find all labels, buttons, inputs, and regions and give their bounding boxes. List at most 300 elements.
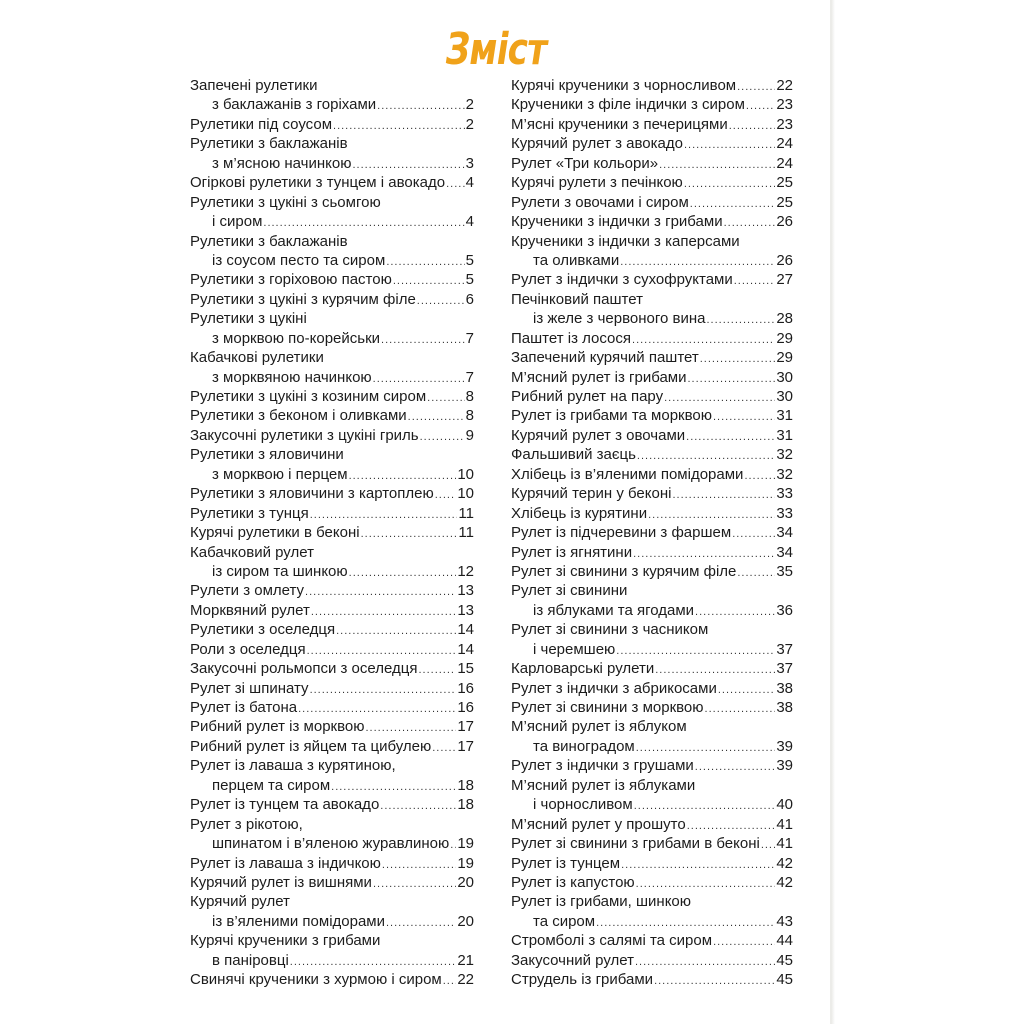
toc-entry-title: та оливками bbox=[533, 251, 620, 269]
toc-entry-title: Курячі крученики з чорносливом bbox=[511, 77, 737, 94]
dot-leader bbox=[688, 370, 776, 389]
toc-entry bbox=[511, 309, 793, 328]
toc-column-left bbox=[190, 76, 474, 990]
toc-page-number: 8 bbox=[465, 388, 474, 405]
toc-page-number: 26 bbox=[776, 251, 793, 269]
toc-entry-title: з баклажанів з горіхами bbox=[212, 96, 377, 114]
toc-entry bbox=[511, 562, 793, 581]
toc-page-number: 42 bbox=[776, 873, 793, 891]
dot-leader bbox=[734, 272, 776, 291]
toc-entry bbox=[511, 368, 793, 387]
toc-page-number: 25 bbox=[776, 193, 793, 211]
dot-leader bbox=[418, 661, 456, 680]
toc-entry-title: Рулет з індички з сухофруктами bbox=[511, 271, 733, 289]
toc-entry bbox=[190, 154, 474, 173]
toc-page-number: 9 bbox=[465, 426, 474, 444]
dot-leader bbox=[435, 486, 457, 505]
toc-entry-title: із сиром та шинкою bbox=[212, 562, 348, 580]
toc-entry bbox=[511, 95, 793, 114]
dot-leader bbox=[417, 292, 465, 311]
toc-entry-title: Курячі рулети з печінкою bbox=[511, 174, 683, 192]
toc-page-number: 23 bbox=[776, 96, 793, 114]
toc-entry-title: Рулетики з беконом і оливками bbox=[190, 407, 407, 425]
toc-entry bbox=[511, 912, 793, 931]
toc-entry bbox=[190, 504, 474, 523]
toc-entry-title: Курячі крученики з грибами bbox=[190, 932, 381, 950]
toc-entry-title: з морквою і перцем bbox=[212, 465, 348, 483]
dot-leader bbox=[380, 797, 456, 816]
dot-leader bbox=[310, 681, 457, 700]
toc-entry bbox=[511, 756, 793, 775]
toc-entry bbox=[190, 912, 474, 931]
toc-page-number: 24 bbox=[776, 135, 793, 153]
toc-entry-title: із яблуками та ягодами bbox=[533, 601, 695, 619]
toc-entry bbox=[190, 95, 474, 114]
dot-leader bbox=[684, 136, 775, 155]
toc-page-number: 11 bbox=[458, 524, 474, 542]
toc-entry-title: М’ясний рулет із грибами bbox=[511, 368, 687, 386]
toc-entry-title: Рулет із ягнятини bbox=[511, 543, 633, 561]
toc-entry-title: Рулет зі шпинату bbox=[190, 679, 309, 697]
dot-leader bbox=[686, 428, 775, 447]
toc-entry-title: Кабачковий рулет bbox=[190, 543, 314, 561]
toc-entry bbox=[190, 698, 474, 717]
toc-entry bbox=[511, 698, 793, 717]
dot-leader bbox=[432, 739, 456, 758]
toc-entry-title: Рулет із тунцем та авокадо bbox=[190, 796, 380, 814]
toc-entry-title: Рулетики з горіховою пастою bbox=[190, 271, 392, 289]
toc-entry bbox=[511, 834, 793, 853]
dot-leader bbox=[713, 933, 775, 952]
toc-entry-title: і черемшею bbox=[533, 640, 616, 658]
toc-entry-title: М’ясний рулет у прошуто bbox=[511, 815, 686, 833]
toc-page-number: 5 bbox=[465, 251, 474, 269]
toc-entry-heading bbox=[511, 290, 793, 309]
toc-entry bbox=[190, 465, 474, 484]
toc-entry-title: Печінковий паштет bbox=[511, 290, 643, 308]
toc-page-number: 2 bbox=[465, 115, 474, 133]
toc-entry bbox=[190, 951, 474, 970]
toc-entry bbox=[511, 504, 793, 523]
dot-leader bbox=[427, 389, 464, 408]
toc-page-number: 22 bbox=[776, 77, 793, 94]
toc-entry bbox=[511, 348, 793, 367]
toc-entry bbox=[190, 795, 474, 814]
toc-entry-title: Рулет зі свинини з курячим філе bbox=[511, 562, 737, 580]
toc-page-number: 29 bbox=[776, 329, 793, 347]
toc-entry-title: Рулет із батона bbox=[190, 699, 298, 716]
toc-page-number: 42 bbox=[776, 854, 793, 872]
toc-page-number: 28 bbox=[776, 310, 793, 328]
page-title: Зміст bbox=[445, 24, 547, 75]
toc-entry bbox=[511, 970, 793, 989]
toc-page-number: 8 bbox=[465, 407, 474, 425]
toc-entry bbox=[511, 251, 793, 270]
toc-entry-title: Рулет із лаваша з курятиною, bbox=[190, 757, 396, 775]
toc-entry-title: Кабачкові рулетики bbox=[190, 349, 324, 367]
toc-page-number: 19 bbox=[457, 835, 474, 853]
toc-entry-title: і чорносливом bbox=[533, 796, 633, 814]
toc-page-number: 34 bbox=[776, 524, 793, 542]
toc-entry-title: Рулет із грибами та морквою bbox=[511, 407, 712, 425]
toc-entry-title: Рулет зі свинини з морквою bbox=[511, 699, 704, 716]
toc-entry-title: шпинатом і в’яленою журавлиною bbox=[212, 835, 450, 853]
toc-page-number: 6 bbox=[465, 290, 474, 308]
toc-entry bbox=[511, 445, 793, 464]
dot-leader bbox=[336, 622, 456, 641]
toc-page-number: 41 bbox=[776, 815, 793, 833]
toc-entry-title: Рулет зі свинини bbox=[511, 582, 628, 600]
dot-leader bbox=[654, 972, 775, 991]
toc-entry bbox=[511, 679, 793, 698]
toc-entry bbox=[511, 329, 793, 348]
toc-entry bbox=[511, 951, 793, 970]
dot-leader bbox=[450, 836, 456, 855]
dot-leader bbox=[373, 875, 456, 894]
toc-entry-title: Рулет із грибами, шинкою bbox=[511, 893, 692, 911]
toc-entry-title: Рулет із лаваша з індичкою bbox=[190, 854, 381, 872]
toc-entry-heading bbox=[190, 193, 474, 212]
toc-entry bbox=[190, 620, 474, 639]
toc-page-number: 33 bbox=[776, 485, 793, 503]
toc-page-number: 45 bbox=[776, 951, 793, 969]
dot-leader bbox=[746, 97, 775, 116]
toc-entry bbox=[190, 290, 474, 309]
toc-entry bbox=[190, 270, 474, 289]
toc-entry-heading bbox=[190, 134, 474, 153]
toc-entry bbox=[511, 854, 793, 873]
toc-entry bbox=[511, 406, 793, 425]
toc-entry bbox=[511, 115, 793, 134]
toc-entry bbox=[511, 523, 793, 542]
toc-entry-title: Рулетики з оселедця bbox=[190, 621, 336, 639]
toc-entry-title: Крученики з індички з каперсами bbox=[511, 232, 740, 250]
toc-entry-title: Рулетики з цукіні з козиним сиром bbox=[190, 388, 427, 405]
toc-entry bbox=[190, 212, 474, 231]
toc-entry-heading bbox=[190, 892, 474, 911]
toc-page-number: 4 bbox=[465, 174, 474, 192]
toc-page-number: 22 bbox=[457, 971, 474, 989]
toc-entry-heading bbox=[511, 620, 793, 639]
toc-entry-title: із в’яленими помідорами bbox=[212, 912, 385, 930]
toc-page-number: 17 bbox=[457, 718, 474, 736]
toc-entry bbox=[190, 562, 474, 581]
toc-entry-title: і сиром bbox=[212, 213, 263, 231]
toc-page-number: 18 bbox=[457, 776, 474, 794]
dot-leader bbox=[744, 467, 775, 486]
dot-leader bbox=[706, 311, 775, 330]
toc-page-number: 2 bbox=[465, 96, 474, 114]
toc-entry-heading bbox=[511, 717, 793, 736]
dot-leader bbox=[684, 175, 776, 194]
toc-entry-heading bbox=[511, 581, 793, 600]
dot-leader bbox=[761, 836, 776, 855]
toc-page-number: 3 bbox=[465, 154, 474, 172]
toc-entry bbox=[190, 581, 474, 600]
toc-entry bbox=[511, 815, 793, 834]
toc-entry bbox=[511, 931, 793, 950]
toc-entry bbox=[190, 776, 474, 795]
dot-leader bbox=[349, 564, 457, 583]
toc-page-number: 20 bbox=[457, 873, 474, 891]
toc-entry-title: перцем та сиром bbox=[212, 776, 331, 794]
toc-page-number: 35 bbox=[776, 562, 793, 580]
toc-entry-title: Рулетики з баклажанів bbox=[190, 135, 348, 153]
toc-entry-title: М’ясні крученики з печерицями bbox=[511, 115, 728, 133]
toc-entry-title: Карловарські рулети bbox=[511, 660, 655, 678]
toc-entry-title: з морквяною начинкою bbox=[212, 368, 372, 386]
toc-page-number: 39 bbox=[776, 757, 793, 775]
dot-leader bbox=[361, 525, 458, 544]
toc-page-number: 12 bbox=[457, 562, 474, 580]
toc-entry-title: Курячий рулет із вишнями bbox=[190, 873, 372, 891]
toc-entry bbox=[511, 795, 793, 814]
toc-page-number: 15 bbox=[457, 660, 474, 678]
toc-entry bbox=[511, 154, 793, 173]
toc-entry-heading bbox=[190, 815, 474, 834]
toc-entry-title: Рулетики з тунця bbox=[190, 504, 309, 522]
toc-entry-title: Паштет із лосося bbox=[511, 329, 632, 347]
dot-leader bbox=[381, 331, 465, 350]
toc-entry bbox=[511, 193, 793, 212]
toc-entry-title: М’ясний рулет із яблуками bbox=[511, 776, 696, 794]
toc-page-number: 45 bbox=[776, 971, 793, 989]
dot-leader bbox=[420, 428, 465, 447]
toc-entry-title: Хлібець із в’яленими помідорами bbox=[511, 465, 744, 483]
dot-leader bbox=[443, 972, 457, 991]
toc-entry bbox=[511, 873, 793, 892]
toc-entry-title: Рулети з омлету bbox=[190, 582, 305, 600]
toc-entry-title: Рулетики з баклажанів bbox=[190, 232, 348, 250]
toc-entry bbox=[511, 659, 793, 678]
toc-entry-heading bbox=[190, 543, 474, 562]
toc-page-number: 32 bbox=[776, 446, 793, 464]
toc-entry-title: в паніровці bbox=[212, 951, 289, 969]
toc-entry-title: Рулетики з цукіні bbox=[190, 310, 307, 328]
toc-entry-title: Рулет з рікотою, bbox=[190, 815, 303, 833]
dot-leader bbox=[621, 856, 775, 875]
toc-entry-title: Струдель із грибами bbox=[511, 971, 654, 989]
toc-page-number: 14 bbox=[457, 640, 474, 658]
toc-entry bbox=[511, 426, 793, 445]
toc-page-number: 10 bbox=[457, 485, 474, 503]
toc-entry-title: Рулет із капустою bbox=[511, 873, 635, 891]
toc-entry bbox=[190, 970, 474, 989]
toc-page-number: 24 bbox=[776, 154, 793, 172]
toc-entry-title: з морквою по-корейськи bbox=[212, 329, 381, 347]
toc-entry-title: Рулет із підчеревини з фаршем bbox=[511, 524, 732, 542]
toc-entry bbox=[190, 251, 474, 270]
toc-page-number: 32 bbox=[776, 465, 793, 483]
dot-leader bbox=[695, 758, 776, 777]
page-edge bbox=[829, 0, 1024, 1024]
toc-entry-title: Рулетики з цукіні з курячим філе bbox=[190, 290, 416, 308]
toc-page-number: 13 bbox=[457, 582, 474, 600]
toc-entry bbox=[190, 854, 474, 873]
toc-entry-title: та виноградом bbox=[533, 737, 635, 755]
toc-page-number: 25 bbox=[776, 174, 793, 192]
toc-entry-heading bbox=[190, 931, 474, 950]
toc-entry bbox=[511, 543, 793, 562]
toc-entry bbox=[190, 717, 474, 736]
toc-entry-heading bbox=[511, 776, 793, 795]
toc-entry-heading bbox=[511, 232, 793, 251]
toc-page-number: 5 bbox=[465, 271, 474, 289]
dot-leader bbox=[635, 953, 775, 972]
toc-entry-title: Рулет із тунцем bbox=[511, 854, 621, 872]
toc-entry-title: та сиром bbox=[533, 912, 596, 930]
toc-page-number: 14 bbox=[457, 621, 474, 639]
toc-page-number: 36 bbox=[776, 601, 793, 619]
toc-page-number: 29 bbox=[776, 349, 793, 367]
toc-entry bbox=[190, 329, 474, 348]
toc-entry-title: Стромболі з салямі та сиром bbox=[511, 932, 713, 950]
toc-page-number: 19 bbox=[457, 854, 474, 872]
toc-entry bbox=[190, 679, 474, 698]
toc-entry bbox=[511, 387, 793, 406]
toc-page-number: 20 bbox=[457, 912, 474, 930]
toc-entry bbox=[190, 601, 474, 620]
toc-page-number: 7 bbox=[465, 368, 474, 386]
toc-entry-title: Запечений курячий паштет bbox=[511, 349, 699, 367]
toc-entry-title: М’ясний рулет із яблуком bbox=[511, 718, 687, 736]
toc-entry bbox=[511, 134, 793, 153]
toc-entry bbox=[190, 406, 474, 425]
toc-entry-heading bbox=[190, 445, 474, 464]
toc-entry-title: Рулет зі свинини з грибами в беконі bbox=[511, 835, 760, 853]
toc-entry bbox=[190, 640, 474, 659]
toc-entry-title: Рибний рулет із яйцем та цибулею bbox=[190, 737, 432, 755]
toc-entry bbox=[190, 484, 474, 503]
toc-page-number: 11 bbox=[458, 504, 474, 522]
toc-entry-heading bbox=[190, 76, 474, 95]
toc-entry-title: Рулет «Три кольори» bbox=[511, 154, 659, 172]
toc-entry-title: Закусочний рулет bbox=[511, 951, 634, 969]
toc-entry-title: Рулетики під соусом bbox=[190, 115, 333, 133]
toc-entry-title: Закусочні рольмопси з оселедця bbox=[190, 660, 418, 678]
toc-entry-heading bbox=[190, 756, 474, 775]
toc-entry bbox=[511, 737, 793, 756]
toc-entry-title: із соусом песто та сиром bbox=[212, 251, 386, 269]
toc-entry-title: Курячий рулет з авокадо bbox=[511, 135, 683, 153]
toc-entry bbox=[190, 834, 474, 853]
toc-page-number: 31 bbox=[776, 407, 793, 425]
toc-entry-heading bbox=[190, 348, 474, 367]
toc-entry bbox=[511, 76, 793, 95]
toc-entry bbox=[190, 115, 474, 134]
dot-leader bbox=[386, 253, 464, 272]
toc-page-number: 4 bbox=[465, 213, 474, 231]
toc-page-number: 10 bbox=[457, 465, 474, 483]
toc-entry bbox=[190, 426, 474, 445]
toc-page-number: 16 bbox=[457, 699, 474, 716]
toc-page-number: 44 bbox=[776, 932, 793, 950]
toc-entry bbox=[190, 387, 474, 406]
toc-page-number: 31 bbox=[776, 426, 793, 444]
toc-page-number: 40 bbox=[776, 796, 793, 814]
toc-entry-heading bbox=[190, 309, 474, 328]
toc-entry-title: Роли з оселедця bbox=[190, 640, 306, 658]
toc-entry-title: Курячий рулет bbox=[190, 893, 290, 911]
toc-page-number: 37 bbox=[776, 660, 793, 678]
dot-leader bbox=[729, 117, 776, 136]
dot-leader bbox=[333, 117, 465, 136]
toc-entry-title: із желе з червоного вина bbox=[533, 310, 706, 328]
toc-page-number: 21 bbox=[457, 951, 474, 969]
toc-entry-title: Рулет з індички з абрикосами bbox=[511, 679, 717, 697]
toc-entry-title: Крученики з індички з грибами bbox=[511, 213, 723, 231]
dot-leader bbox=[700, 350, 776, 369]
toc-entry bbox=[511, 484, 793, 503]
toc-page-number: 27 bbox=[776, 271, 793, 289]
toc-entry bbox=[190, 368, 474, 387]
toc-page-number: 13 bbox=[457, 601, 474, 619]
toc-page-number: 30 bbox=[776, 368, 793, 386]
toc-page-number: 41 bbox=[776, 835, 793, 853]
toc-page-number: 7 bbox=[465, 329, 474, 347]
toc-entry bbox=[511, 640, 793, 659]
toc-entry-heading bbox=[511, 892, 793, 911]
toc-entry-title: Рулети з овочами і сиром bbox=[511, 193, 689, 211]
toc-entry-title: з м’ясною начинкою bbox=[212, 154, 352, 172]
dot-leader bbox=[377, 97, 464, 116]
toc-entry-title: Курячий терин у беконі bbox=[511, 485, 672, 503]
toc-entry-title: Свинячі крученики з хурмою і сиром bbox=[190, 971, 442, 989]
toc-page-number: 37 bbox=[776, 640, 793, 658]
toc-entry-title: Рулетики з яловичини з картоплею bbox=[190, 485, 434, 503]
toc-entry-title: Рулет зі свинини з часником bbox=[511, 621, 709, 639]
dot-leader bbox=[446, 175, 465, 194]
toc-entry bbox=[190, 659, 474, 678]
toc-entry-title: Морквяний рулет bbox=[190, 601, 310, 619]
dot-leader bbox=[386, 914, 456, 933]
toc-entry-title: Рибний рулет на пару bbox=[511, 388, 664, 405]
toc-entry-title: Рибний рулет із морквою bbox=[190, 718, 365, 736]
toc-entry-title: Курячий рулет з овочами bbox=[511, 426, 686, 444]
dot-leader bbox=[732, 525, 775, 544]
toc-page-number: 33 bbox=[776, 504, 793, 522]
toc-entry-title: Крученики з філе індички з сиром bbox=[511, 96, 745, 114]
toc-entry-title: Курячі рулетики в беконі bbox=[190, 524, 360, 542]
dot-leader bbox=[737, 564, 775, 583]
toc-entry-title: Фальшивий заєць bbox=[511, 446, 636, 464]
toc-page-number: 43 bbox=[776, 912, 793, 930]
toc-page-number: 17 bbox=[457, 737, 474, 755]
toc-entry-title: Рулетики з цукіні з сьомгою bbox=[190, 193, 381, 211]
dot-leader bbox=[713, 408, 775, 427]
dot-leader bbox=[705, 700, 776, 719]
toc-entry-title: Рулетики з яловичини bbox=[190, 446, 344, 464]
toc-entry bbox=[511, 173, 793, 192]
toc-entry bbox=[190, 523, 474, 542]
toc-entry bbox=[511, 601, 793, 620]
toc-page-number: 18 bbox=[457, 796, 474, 814]
toc-entry bbox=[511, 465, 793, 484]
toc-entry bbox=[511, 212, 793, 231]
toc-page-number: 38 bbox=[776, 679, 793, 697]
toc-entry-title: Рулет з індички з грушами bbox=[511, 757, 694, 775]
toc-column-right bbox=[511, 76, 793, 990]
toc-entry bbox=[190, 173, 474, 192]
dot-leader bbox=[305, 583, 456, 602]
toc-page-number: 16 bbox=[457, 679, 474, 697]
toc-entry-heading bbox=[190, 232, 474, 251]
toc-entry-title: Хлібець із курятини bbox=[511, 504, 648, 522]
toc-entry bbox=[190, 873, 474, 892]
toc-entry-title: Закусочні рулетики з цукіні гриль bbox=[190, 426, 419, 444]
dot-leader bbox=[718, 681, 775, 700]
toc-page-number: 39 bbox=[776, 737, 793, 755]
